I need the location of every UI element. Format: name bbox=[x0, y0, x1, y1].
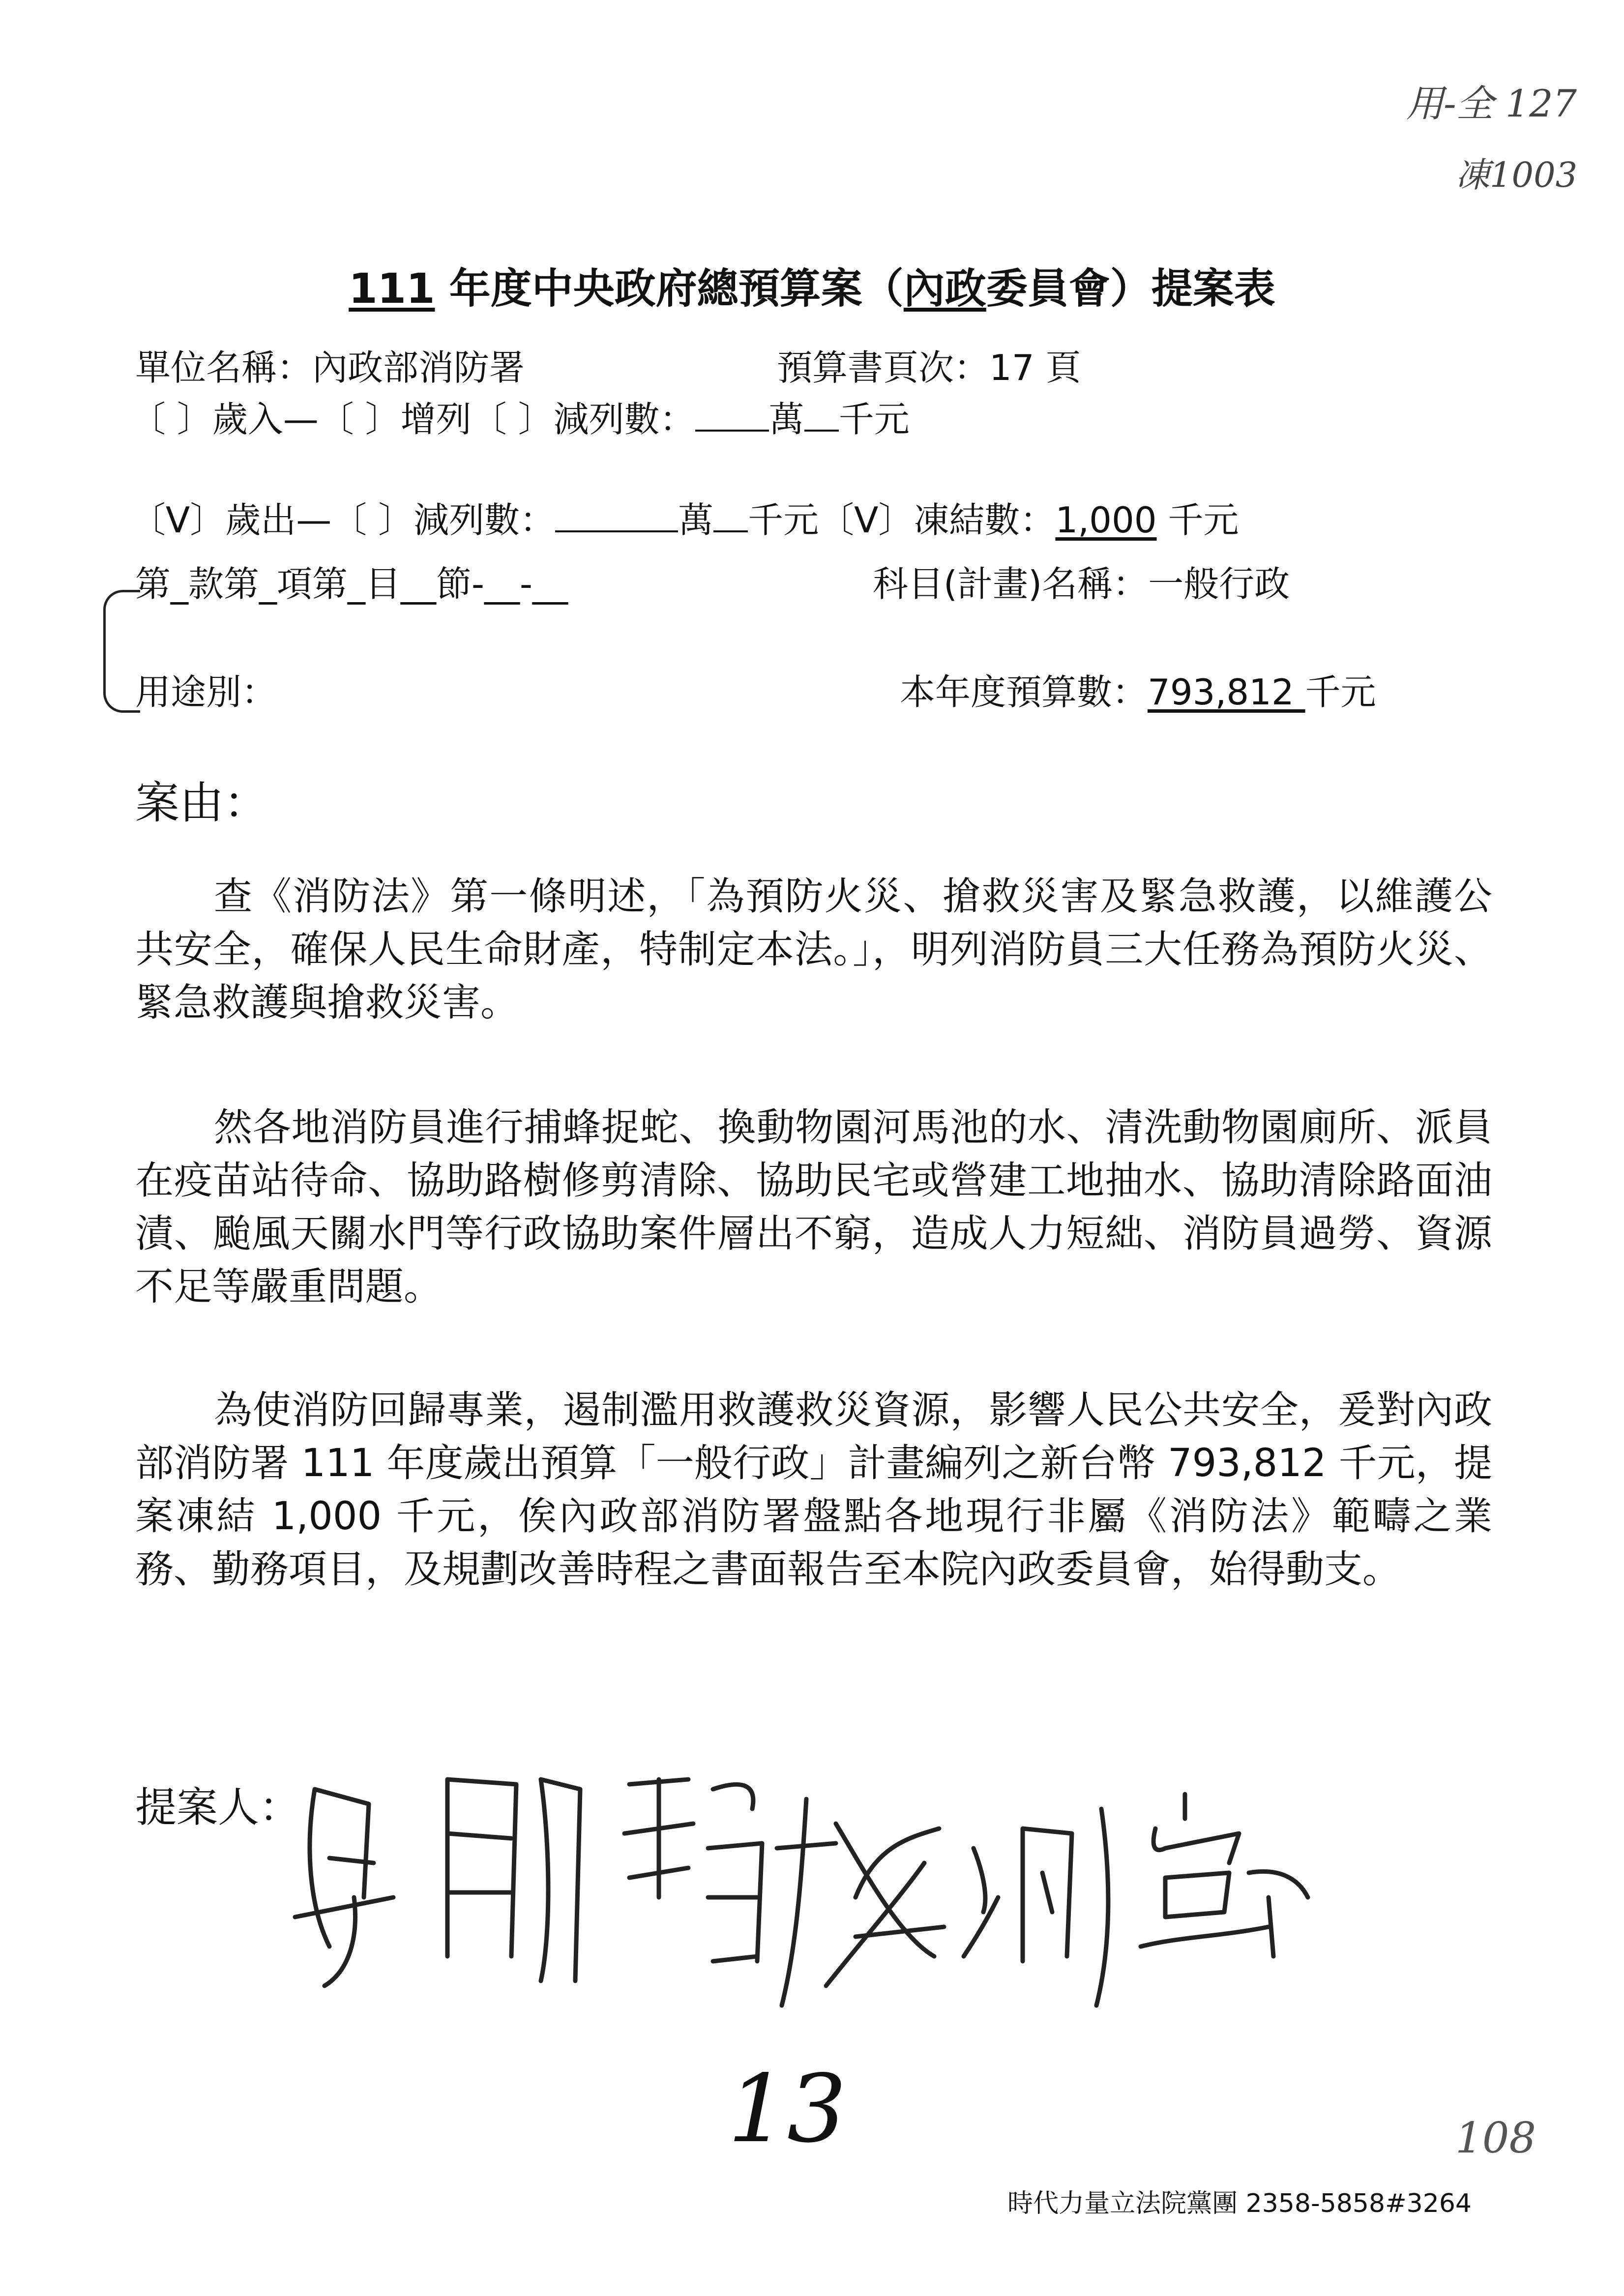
subject-value: 一般行政 bbox=[1148, 563, 1290, 605]
expense-blank-wan bbox=[555, 501, 678, 532]
expense-freeze-label: 千元〔V〕凍結數： bbox=[748, 499, 1056, 541]
proposer-label: 提案人： bbox=[135, 1783, 301, 1831]
title-committee: 內政 bbox=[903, 264, 986, 313]
budget-page bbox=[777, 339, 1081, 390]
section-row: 第_款第_項第_目__節-__-__ bbox=[135, 563, 568, 605]
expense-wan: 萬 bbox=[678, 499, 714, 541]
annual-budget-value: 793,812 bbox=[1148, 671, 1305, 713]
document-title bbox=[0, 256, 1624, 315]
annual-budget-unit: 千元 bbox=[1305, 671, 1376, 713]
annual-budget-label: 本年度預算數： bbox=[900, 671, 1148, 713]
income-qian: 千元 bbox=[838, 399, 910, 440]
expense-blank-qian bbox=[713, 501, 748, 532]
unit-label: 單位名稱： bbox=[135, 347, 313, 388]
budget-page-label: 預算書頁次： bbox=[777, 347, 990, 388]
income-wan: 萬 bbox=[768, 399, 804, 440]
paragraph-2: 然各地消防員進行捕蜂捉蛇、換動物園河馬池的水、清洗動物園廁所、派員在疫苗站待命、協助路樹修剪清除、協助民宅或營建工地抽水、協助清除路面油漬、颱風天關水門等行政協助案件層出不窮，造成人力短絀、消防員過勞、資源不足等嚴重問題。 bbox=[135, 1105, 1492, 1309]
handwritten-page-number: 13 bbox=[728, 2055, 847, 2163]
handwritten-note-line2: 凍1003 bbox=[1455, 155, 1578, 195]
income-blank-wan bbox=[695, 400, 769, 432]
reason-label: 案由： bbox=[135, 777, 268, 829]
title-year: 111 bbox=[349, 264, 435, 313]
expense-freeze-value: 1,000 bbox=[1055, 499, 1157, 541]
purpose-label: 用途別： bbox=[135, 671, 277, 713]
left-brace bbox=[103, 590, 140, 713]
income-row bbox=[130, 391, 910, 442]
unit-value: 內政部消防署 bbox=[312, 347, 525, 388]
title-part2: 委員會）提案表 bbox=[986, 264, 1275, 313]
expense-row-text: 〔V〕歲出—〔 〕減列數： bbox=[130, 499, 556, 541]
unit-name bbox=[135, 339, 525, 390]
income-blank-qian bbox=[804, 400, 839, 432]
footer-contact: 時代力量立法院黨團 2358-5858#3264 bbox=[1007, 2189, 1472, 2218]
handwritten-corner-number: 108 bbox=[1455, 2114, 1536, 2163]
budget-page-value: 17 頁 bbox=[989, 347, 1081, 388]
handwritten-note-line1: 用-全 127 bbox=[1406, 82, 1577, 125]
title-part1: 年度中央政府總預算案（ bbox=[435, 264, 904, 313]
income-row-text: 〔 〕歲入—〔 〕增列〔 〕減列數： bbox=[130, 399, 695, 440]
annual-budget bbox=[900, 664, 1376, 715]
paragraph-1: 查《消防法》第一條明述，「為預防火災、搶救災害及緊急救護，以維護公共安全，確保人民生命財產，特制定本法。」，明列消防員三大任務為預防火災、緊急救護與搶救災害。 bbox=[135, 874, 1492, 1025]
expense-row bbox=[130, 492, 1239, 543]
expense-freeze-unit: 千元 bbox=[1156, 499, 1239, 541]
paragraph-3: 為使消防回歸專業，遏制濫用救護救災資源，影響人民公共安全，爰對內政部消防署 111 年度歲出預算「一般行政」計畫編列之新台幣 793,812 千元，提案凍結 1,000 千元，俟內政部消防署盤點各地現行非屬《消防法》範疇之業務、勤務項目，及規劃改善時程之書面報告至本院內政委員會，始得動支。 bbox=[135, 1388, 1492, 1592]
subject bbox=[873, 555, 1290, 607]
signatures bbox=[285, 1750, 1342, 2025]
subject-label: 科目(計畫)名稱： bbox=[873, 563, 1149, 605]
